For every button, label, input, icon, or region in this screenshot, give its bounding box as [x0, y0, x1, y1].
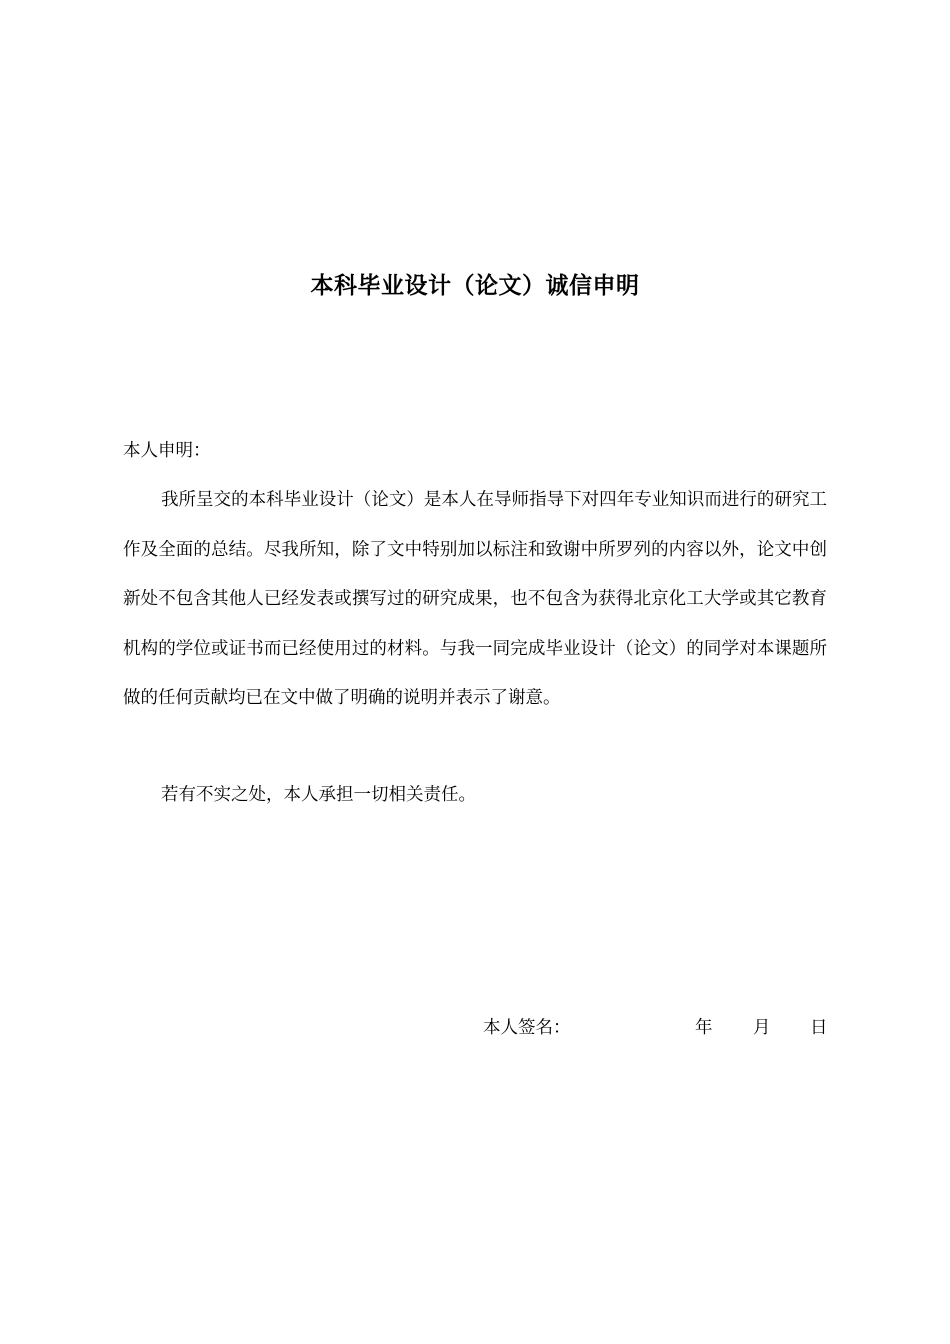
signature-label: 本人签名：	[483, 1018, 571, 1038]
declaration-paragraph: 我所呈交的本科毕业设计（论文）是本人在导师指导下对四年专业知识而进行的研究工作及全面的总结。尽我所知，除了文中特别加以标注和致谢中所罗列的内容以外，论文中创新处不包含其他人已经发表或撰写过的研究成果，也不包含为获得北京化工大学或其它教育机构的学位或证书而已经使用过的材料。与我一同完成毕业设计（论文）的同学对本课题所做的任何贡献均已在文中做了明确的说明并表示了谢意。	[123, 490, 827, 708]
responsibility-paragraph: 若有不实之处，本人承担一切相关责任。	[161, 785, 476, 805]
salutation: 本人申明：	[123, 441, 211, 461]
page-title: 本科毕业设计（论文）诚信申明	[310, 273, 640, 299]
date-month-label: 月	[753, 1018, 771, 1038]
signature-line	[483, 1010, 828, 1046]
date-year-label: 年	[695, 1018, 713, 1038]
date-day-label: 日	[810, 1018, 828, 1038]
